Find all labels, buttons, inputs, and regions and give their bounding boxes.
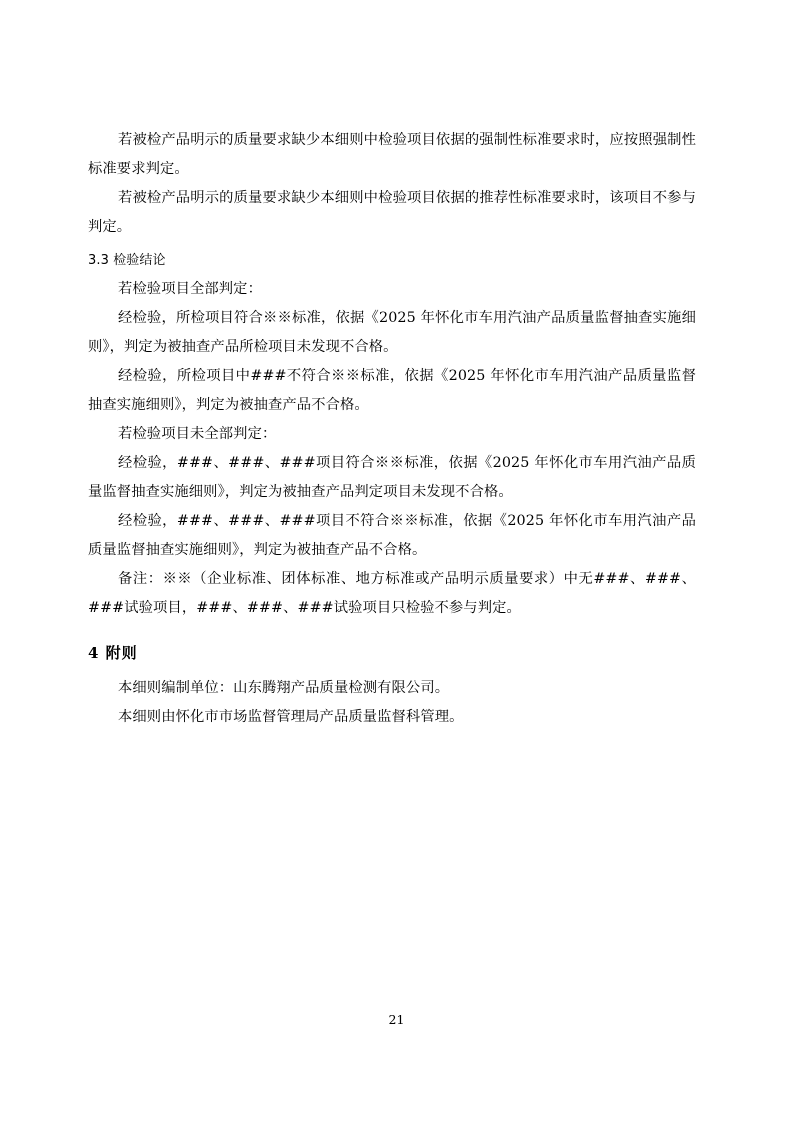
paragraph-conclusion-pass: 经检验，所检项目符合※※标准，依据《2025 年怀化市车用汽油产品质量监督抽查实施细则》，判定为被抽查产品所检项目未发现不合格。 [88,310,696,355]
page-number: 21 [388,1012,405,1027]
paragraph-all-judged-intro: 若检验项目全部判定： [118,281,262,297]
paragraph-conclusion-fail: 经检验，所检项目中###不符合※※标准，依据《2025 年怀化市车用汽油产品质量监督抽查实施细则》，判定为被抽查产品不合格。 [88,368,696,413]
paragraph-remark: 备注：※※（企业标准、团体标准、地方标准或产品明示质量要求）中无###、###、###试验项目，###、###、###试验项目只检验不参与判定。 [88,571,696,616]
section-heading-3-3: 3.3 检验结论 [88,253,166,268]
paragraph-partial-conclusion-pass: 经检验，###、###、###项目符合※※标准，依据《2025 年怀化市车用汽油产品质量监督抽查实施细则》，判定为被抽查产品判定项目未发现不合格。 [88,455,696,500]
paragraph-drafting-unit: 本细则编制单位：山东腾翔产品质量检测有限公司。 [118,680,450,696]
paragraph-partial-conclusion-fail: 经检验，###、###、###项目不符合※※标准，依据《2025 年怀化市车用汽油产品质量监督抽查实施细则》，判定为被抽查产品不合格。 [88,513,696,558]
paragraph-quality-recommended: 若被检产品明示的质量要求缺少本细则中检验项目依据的推荐性标准要求时，该项目不参与判定。 [88,190,696,235]
paragraph-partial-judged-intro: 若检验项目未全部判定： [118,426,277,442]
section-heading-4: 4 附则 [88,644,138,662]
paragraph-administering-unit: 本细则由怀化市市场监督管理局产品质量监督科管理。 [118,709,464,725]
paragraph-quality-mandatory: 若被检产品明示的质量要求缺少本细则中检验项目依据的强制性标准要求时，应按照强制性标准要求判定。 [88,132,696,177]
document-body [88,126,696,732]
